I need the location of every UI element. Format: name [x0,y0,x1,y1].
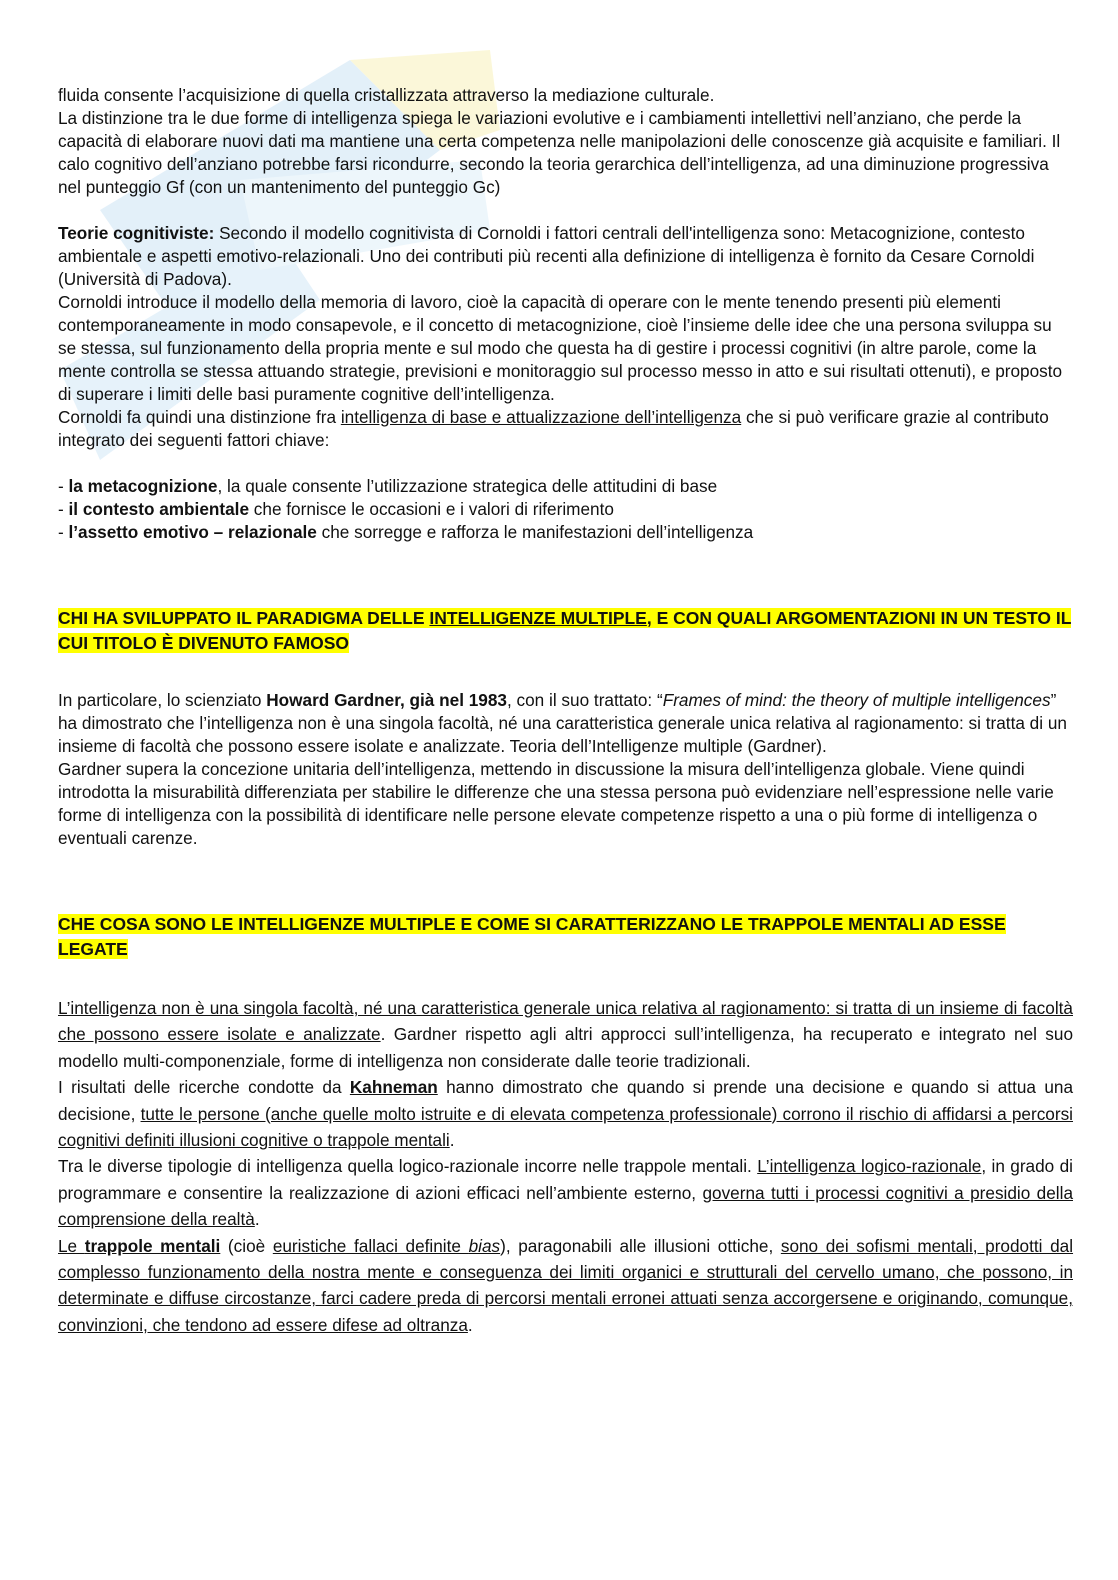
list-dash: - [58,499,69,519]
text-run: Tra le diverse tipologie di intelligenza quella logico-razionale incorre nelle trappole mentali. [58,1156,758,1177]
underlined-text: sono dei sofismi mentali, prodotti dal complesso funzionamento della nostra mente e conseguenza dei limiti organici e strutturali del cervello umano, che possono, in determinate e diffuse circostanze, farci cadere preda di percorsi mentali erronei attuati senza accorgersene e originando, comunque, convinzioni, che tendono ad essere difese ad oltranza [58,1235,1074,1335]
paragraph [58,222,1073,291]
author-name: Kahneman [349,1077,438,1098]
text-run: , con il suo trattato: “ [506,690,663,710]
list-dash: - [58,522,69,542]
paragraph [58,1153,1073,1232]
justified-section [58,995,1073,1338]
underlined-text: tutte le persone (anche quelle molto istruite e di elevata competenza professionale) corrono il rischio di affidarsi a percorsi cognitivi definiti illusioni cognitive o trappole mentali [58,1103,1073,1151]
underlined-text: L’intelligenza non è una singola facoltà, né una caratteristica generale unica relativa al ragionamento: si tratta di un insieme di facoltà che possono essere isolate e analizzate [58,998,1073,1045]
text-run: hanno dimostrato che quando si prende una decisione e quando si attua una decisione, [58,1077,1073,1124]
list-item-term: il contesto ambientale [68,499,250,519]
factor-list [58,475,1073,544]
text-run: ” ha dimostrato che l’intelligenza non è una singola facoltà, né una caratteristica generale unica relativa al ragionamento: si tratta di un insieme di facoltà che possono essere isolate e analizzate. Teoria dell’Intelligenze multiple (Gardner). [58,690,1067,756]
underlined-text: euristiche fallaci definite [272,1235,469,1256]
document-page [58,84,1073,1338]
text-run: . [449,1130,455,1151]
section-label: Teorie cognitiviste: [58,223,215,243]
section-heading-trappole [58,912,1073,962]
paragraph [58,406,1073,452]
paragraph [58,995,1073,1074]
bold-text: Howard Gardner, già nel 1983 [266,690,507,710]
paragraph: Gardner supera la concezione unitaria dell’intelligenza, mettendo in discussione la misura dell’intelligenza globale. Viene quindi introdotta la misurabilità differenziata per stabilire le differenze che una stessa persona può evidenziare nell’espressione nelle varie forme di intelligenza con la possibilità di identificare nelle persone elevate competenze rispetto a una o più forme di intelligenza o eventuali carenze. [58,759,1054,848]
text-run: , in grado di programmare e consentire la realizzazione di azioni efficaci nell’ambiente esterno, [58,1156,1073,1203]
heading-run: CHE COSA SONO LE INTELLIGENZE MULTIPLE E COME SI CARATTERIZZANO LE TRAPPOLE MENTALI AD ESSE LEGATE [58,914,1006,959]
list-item [58,475,1073,498]
text-run: . [467,1314,473,1335]
text-run: che si può verificare grazie al contributo integrato dei seguenti fattori chiave: [58,407,1049,450]
paragraph [58,689,1073,758]
italic-term: bias [468,1235,501,1256]
list-item-term: l’assetto emotivo – relazionale [68,522,317,542]
paragraph [58,1233,1073,1339]
list-item-text: che sorregge e rafforza le manifestazioni dell’intelligenza [316,522,754,542]
paragraph: La distinzione tra le due forme di intelligenza spiega le variazioni evolutive e i cambiamenti intellettivi nell’anziano, che perde la capacità di elaborare nuovi dati ma mantiene una certa competenza nelle manipolazioni delle conoscenze già acquisite e familiari. Il calo cognitivo dell’anziano potrebbe farsi ricondurre, secondo la teoria gerarchica dell’intelligenza, ad una diminuzione progressiva nel punteggio Gf (con un mantenimento del punteggio Gc) [58,108,1061,197]
text-run: (cioè [220,1235,273,1256]
text-run: Secondo il modello cognitivista di Cornoldi i fattori centrali dell'intelligenza sono: Metacognizione, contesto ambientale e aspetti emotivo-relazionali. Uno dei contributi più recenti alla definizione di intelligenza è fornito da Cesare Cornoldi (Università di Padova). [58,223,1035,289]
underlined-text: Le [58,1235,85,1256]
text-run: ), paragonabili alle illusioni ottiche, [500,1235,781,1256]
bold-term: trappole mentali [84,1235,221,1256]
paragraph: Cornoldi introduce il modello della memoria di lavoro, cioè la capacità di operare con le mente tenendo presenti più elementi contemporaneamente in modo consapevole, e il concetto di metacognizione, cioè l’insieme delle idee che una persona sviluppa su se stessa, sul funzionamento della propria mente e sul modo che questa ha di gestire i processi cognitivi (in altre parole, come la mente controlla se stessa attuando strategie, previsioni e monitoraggio sul processo messo in atto e sui risultati ottenuti), e proposto di superare i limiti delle basi puramente cognitive dell’intelligenza. [58,292,1063,404]
list-item-text: , la quale consente l’utilizzazione strategica delle attitudini di base [217,476,718,496]
list-item-term: la metacognizione [68,476,218,496]
text-run: . [254,1209,260,1230]
underlined-text: L’intelligenza logico-razionale [757,1156,982,1177]
heading-run: , E CON QUALI ARGOMENTAZIONI IN UN TESTO IL [646,608,1072,628]
heading-run: CUI TITOLO È DIVENUTO FAMOSO [58,633,350,653]
paragraph: fluida consente l’acquisizione di quella cristallizzata attraverso la mediazione culturale. [58,85,715,105]
paragraph [58,1074,1073,1153]
list-dash: - [58,476,69,496]
list-item [58,498,1073,521]
text-run: I risultati delle ricerche condotte da [58,1077,350,1098]
text-run: . Gardner rispetto agli altri approcci sull’intelligenza, ha recuperato e integrato nel suo modello multi-componenziale, forme di intelligenza non considerate dalle teorie tradizionali. [58,1024,1074,1071]
book-title: Frames of mind: the theory of multiple intelligences [662,690,1051,710]
heading-underlined: INTELLIGENZE MULTIPLE [429,608,647,628]
list-item-text: che fornisce le occasioni e i valori di riferimento [249,499,614,519]
text-run: Cornoldi fa quindi una distinzione fra [58,407,341,427]
text-run: In particolare, lo scienziato [58,690,267,710]
underlined-text: intelligenza di base e attualizzazione dell’intelligenza [340,407,742,427]
list-item [58,521,1073,544]
heading-run: CHI HA SVILUPPATO IL PARADIGMA DELLE [58,608,430,628]
section-heading-gardner [58,606,1073,656]
underlined-text: governa tutti i processi cognitivi a presidio della comprensione della realtà [58,1182,1073,1230]
